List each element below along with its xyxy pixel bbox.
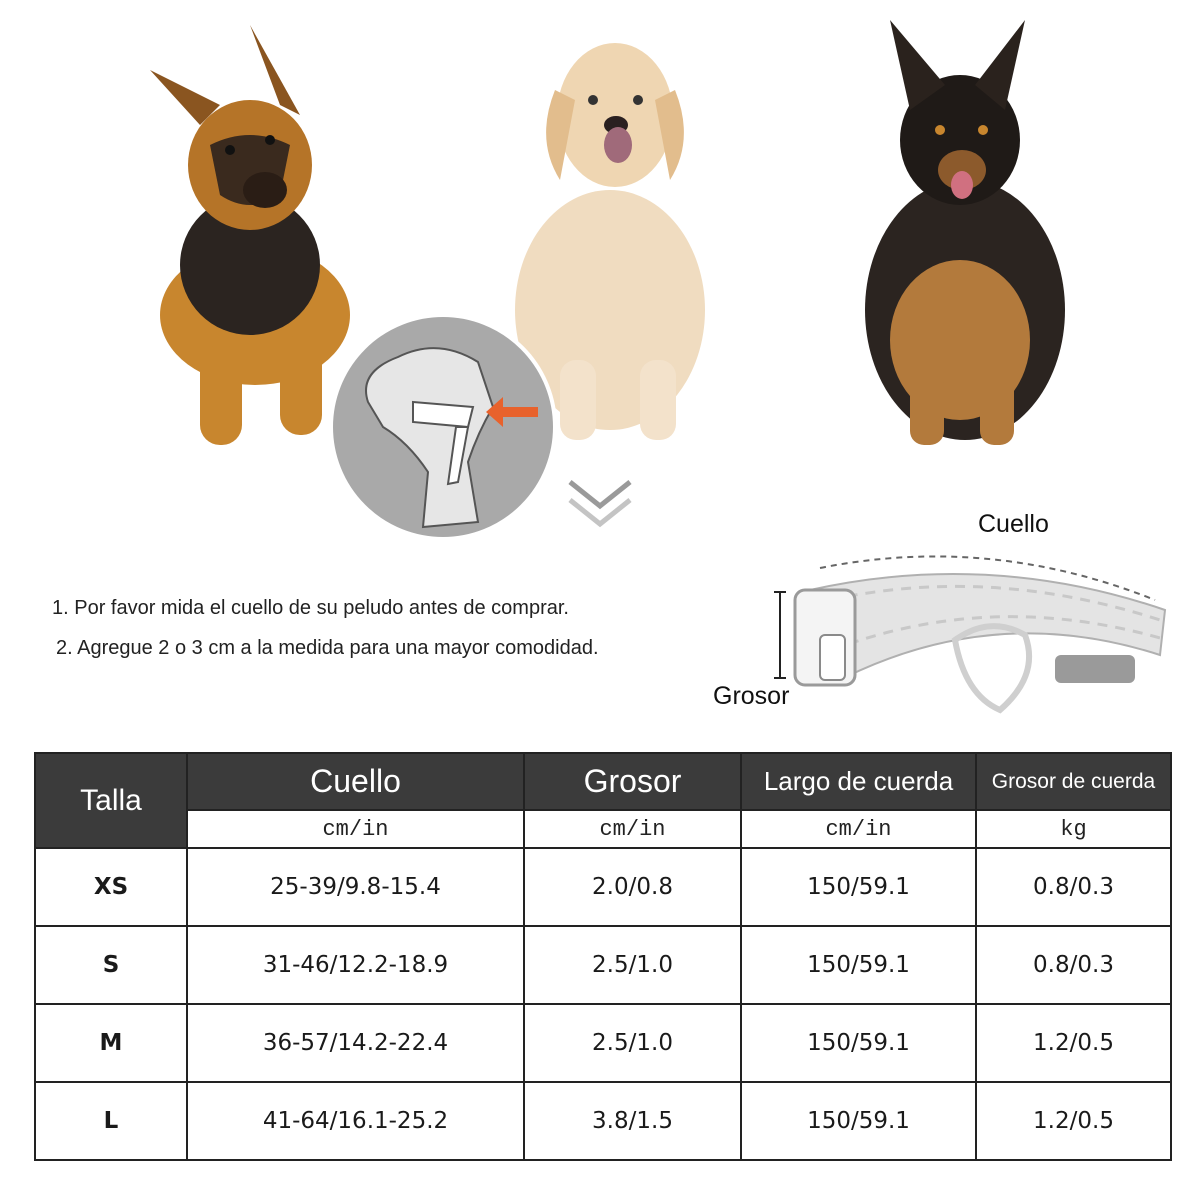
largo-cell: 150/59.1 <box>741 848 976 926</box>
grosor-cuerda-cell: 0.8/0.3 <box>976 926 1171 1004</box>
grosor-cuerda-cell: 1.2/0.5 <box>976 1004 1171 1082</box>
header-grosor-cuerda: Grosor de cuerda <box>976 753 1171 810</box>
grosor-cell: 2.5/1.0 <box>524 1004 741 1082</box>
size-cell: XS <box>35 848 187 926</box>
grosor-cell: 2.0/0.8 <box>524 848 741 926</box>
largo-cell: 150/59.1 <box>741 926 976 1004</box>
unit-largo: cm/in <box>741 810 976 848</box>
size-cell: M <box>35 1004 187 1082</box>
size-cell: L <box>35 1082 187 1160</box>
size-table <box>34 752 1172 1161</box>
unit-grosor: cm/in <box>524 810 741 848</box>
table-row <box>35 926 1171 1004</box>
largo-cell: 150/59.1 <box>741 1082 976 1160</box>
table-row <box>35 848 1171 926</box>
grosor-label: Grosor <box>713 682 790 710</box>
unit-cuello: cm/in <box>187 810 524 848</box>
german-shepherd-lying-photo <box>130 15 360 455</box>
instruction-2: 2. Agregue 2 o 3 cm a la medida para una mayor comodidad. <box>56 637 599 659</box>
header-talla: Talla <box>35 753 187 848</box>
instructions <box>52 588 599 668</box>
largo-cell: 150/59.1 <box>741 1004 976 1082</box>
units-row <box>35 810 1171 848</box>
german-shepherd-sitting-photo <box>850 10 1080 450</box>
grosor-cell: 2.5/1.0 <box>524 926 741 1004</box>
cuello-cell: 36-57/14.2-22.4 <box>187 1004 524 1082</box>
cuello-label: Cuello <box>978 510 1049 538</box>
chevron-down-icon <box>566 476 634 541</box>
collar-photo <box>770 540 1180 725</box>
neck-measurement-illustration <box>328 312 558 547</box>
grosor-cell: 3.8/1.5 <box>524 1082 741 1160</box>
grosor-cuerda-cell: 0.8/0.3 <box>976 848 1171 926</box>
table-row <box>35 1004 1171 1082</box>
cuello-cell: 31-46/12.2-18.9 <box>187 926 524 1004</box>
header-largo: Largo de cuerda <box>741 753 976 810</box>
unit-grosor-cuerda: kg <box>976 810 1171 848</box>
header-cuello: Cuello <box>187 753 524 810</box>
header-grosor: Grosor <box>524 753 741 810</box>
cuello-cell: 41-64/16.1-25.2 <box>187 1082 524 1160</box>
instruction-1: 1. Por favor mida el cuello de su peludo antes de comprar. <box>52 597 569 619</box>
size-cell: S <box>35 926 187 1004</box>
table-row <box>35 1082 1171 1160</box>
grosor-cuerda-cell: 1.2/0.5 <box>976 1082 1171 1160</box>
cuello-cell: 25-39/9.8-15.4 <box>187 848 524 926</box>
header-row <box>35 753 1171 810</box>
